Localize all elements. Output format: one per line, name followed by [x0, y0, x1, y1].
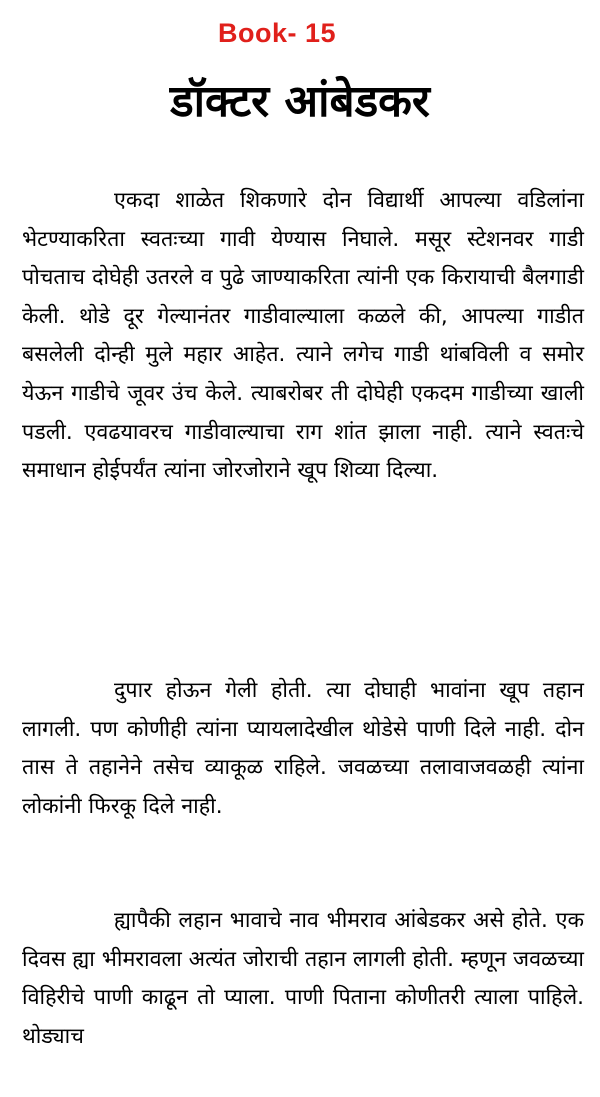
paragraph-text: ह्यापैकी लहान भावाचे नाव भीमराव आंबेडकर असे होते. एक दिवस ह्या भीमरावला अत्यंत जोराची तहान लागली होती. म्हणून जवळच्या विहिरीचे पाणी काढून तो प्याला. पाणी पिताना कोणीतरी त्याला पाहिले. थोड्याच — [22, 908, 584, 1049]
paragraph-2 — [22, 672, 584, 826]
paragraph-text: एकदा शाळेत शिकणारे दोन विद्यार्थी आपल्या वडिलांना भेटण्याकरिता स्वतःच्या गावी येण्यास निघाले. मसूर स्टेशनवर गाडी पोचताच दोघेही उतरले व पुढे जाण्याकरिता त्यांनी एक किरायाची बैलगाडी केली. थोडे दूर गेल्यानंतर गाडीवाल्याला कळले की, आपल्या गाडीत बसलेली दोन्ही मुले महार आहेत. त्याने लगेच गाडी थांबविली व समोर येऊन गाडीचे जूवर उंच केले. त्याबरोबर ती दोघेही एकदम गाडीच्या खाली पडली. एवढयावरच गाडीवाल्याचा राग शांत झाला नाही. त्याने स्वतःचे समाधान होईपर्यंत त्यांना जोरजोराने खूप शिव्या दिल्या. — [22, 188, 584, 484]
page-title: डॉक्टर आंबेडकर — [170, 76, 430, 127]
paragraph-1 — [22, 182, 584, 491]
book-number-label: Book- 15 — [218, 18, 337, 48]
paragraph-text: दुपार होऊन गेली होती. त्या दोघाही भावांना खूप तहान लागली. पण कोणीही त्यांना प्यायलादेखील थोडेसे पाणी दिले नाही. दोन तास ते तहानेने तसेच व्याकूळ राहिले. जवळच्या तलावाजवळही त्यांना लोकांनी फिरकू दिले नाही. — [22, 678, 584, 819]
paragraph-3 — [22, 902, 584, 1056]
